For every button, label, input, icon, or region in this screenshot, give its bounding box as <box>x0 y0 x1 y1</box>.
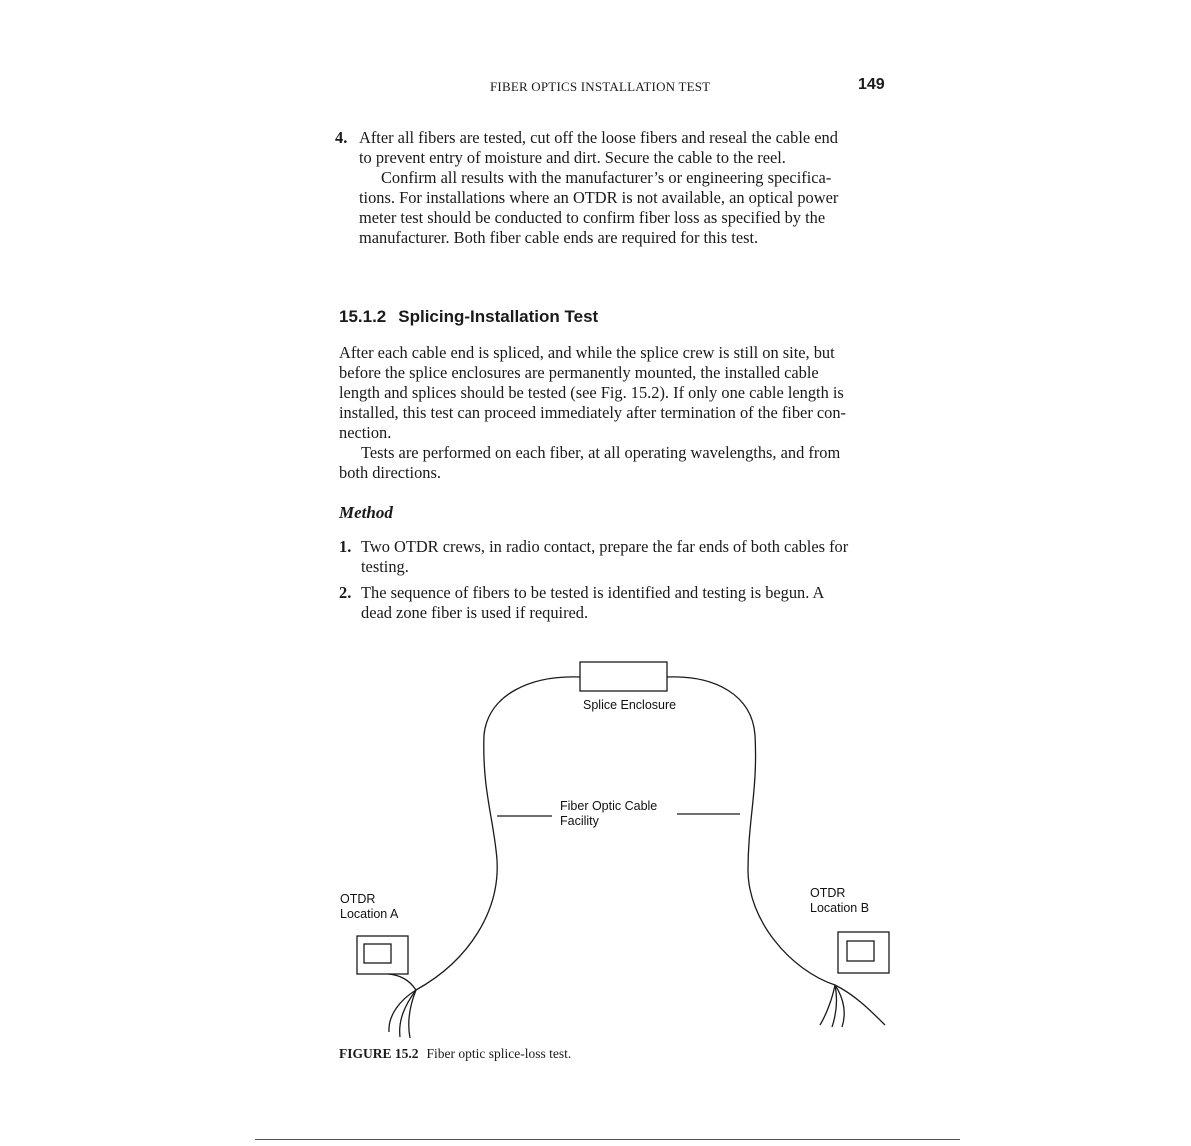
method-heading: Method <box>339 503 393 522</box>
step-4-para2-line-3: meter test should be conducted to confirm fiber loss as specified by the <box>359 208 826 227</box>
otdr-a-label-line-2: Location A <box>340 907 399 921</box>
method-step-2-line-2: dead zone fiber is used if required. <box>361 603 589 622</box>
otdr-b-box <box>838 932 889 973</box>
cable-label-line-2: Facility <box>560 814 599 828</box>
otdr-b-label-line-1: OTDR <box>810 886 846 900</box>
loose-fiber-b-1 <box>820 985 835 1025</box>
para1-line-2: before the splice enclosures are permanently mounted, the installed cable <box>339 363 819 382</box>
figure-caption-number: FIGURE 15.2 <box>339 1046 419 1061</box>
para2-line-2: both directions. <box>339 463 441 482</box>
splice-enclosure-label: Splice Enclosure <box>583 698 677 712</box>
section-number: 15.1.2 <box>339 307 387 326</box>
otdr-b-label <box>810 886 869 916</box>
figure-caption <box>339 1046 571 1062</box>
cable-label-line-1: Fiber Optic Cable <box>560 799 658 813</box>
loose-fiber-b-4 <box>835 985 885 1025</box>
para1-line-3: length and splices should be tested (see Fig. 15.2). If only one cable length is <box>339 383 844 402</box>
loose-fiber-a-3 <box>409 990 416 1038</box>
running-head: FIBER OPTICS INSTALLATION TEST <box>490 79 711 94</box>
step-4-number: 4. <box>335 128 348 147</box>
page-number: 149 <box>858 76 885 93</box>
step-4-line-1: After all fibers are tested, cut off the loose fibers and reseal the cable end <box>359 128 838 147</box>
loose-fiber-a-4 <box>388 974 416 990</box>
step-4-line-2: to prevent entry of moisture and dirt. Secure the cable to the reel. <box>359 148 786 167</box>
splice-enclosure-box <box>580 662 667 691</box>
cable-label <box>560 799 657 829</box>
method-step-1-number: 1. <box>339 537 352 556</box>
figure-caption-text: Fiber optic splice-loss test. <box>426 1046 572 1061</box>
otdr-b-label-line-2: Location B <box>810 901 870 915</box>
para1-line-5: nection. <box>339 423 392 442</box>
cable-right <box>667 677 835 985</box>
otdr-a-label <box>340 892 398 922</box>
method-step-1-line-1: Two OTDR crews, in radio contact, prepare the far ends of both cables for <box>361 537 849 556</box>
otdr-b-screen <box>847 941 874 961</box>
step-4-para2-line-2: tions. For installations where an OTDR is not available, an optical power <box>359 188 839 207</box>
cable-left <box>416 677 580 990</box>
method-step-2-line-1: The sequence of fibers to be tested is identified and testing is begun. A <box>361 583 825 602</box>
step-4-para2-line-1: Confirm all results with the manufacturer’s or engineering specifica- <box>381 168 832 187</box>
bottom-rule <box>255 1139 960 1140</box>
para1-line-1: After each cable end is spliced, and while the splice crew is still on site, but <box>339 343 835 362</box>
method-step-1-line-2: testing. <box>361 557 409 576</box>
step-4-para2-line-4: manufacturer. Both fiber cable ends are required for this test. <box>359 228 759 247</box>
otdr-a-screen <box>364 944 391 963</box>
section-title: Splicing-Installation Test <box>398 307 599 326</box>
otdr-a-label-line-1: OTDR <box>340 892 376 906</box>
para1-line-4: installed, this test can proceed immediately after termination of the fiber con- <box>339 403 847 422</box>
method-step-2-number: 2. <box>339 583 352 602</box>
para2-line-1: Tests are performed on each fiber, at all operating wavelengths, and from <box>361 443 841 462</box>
